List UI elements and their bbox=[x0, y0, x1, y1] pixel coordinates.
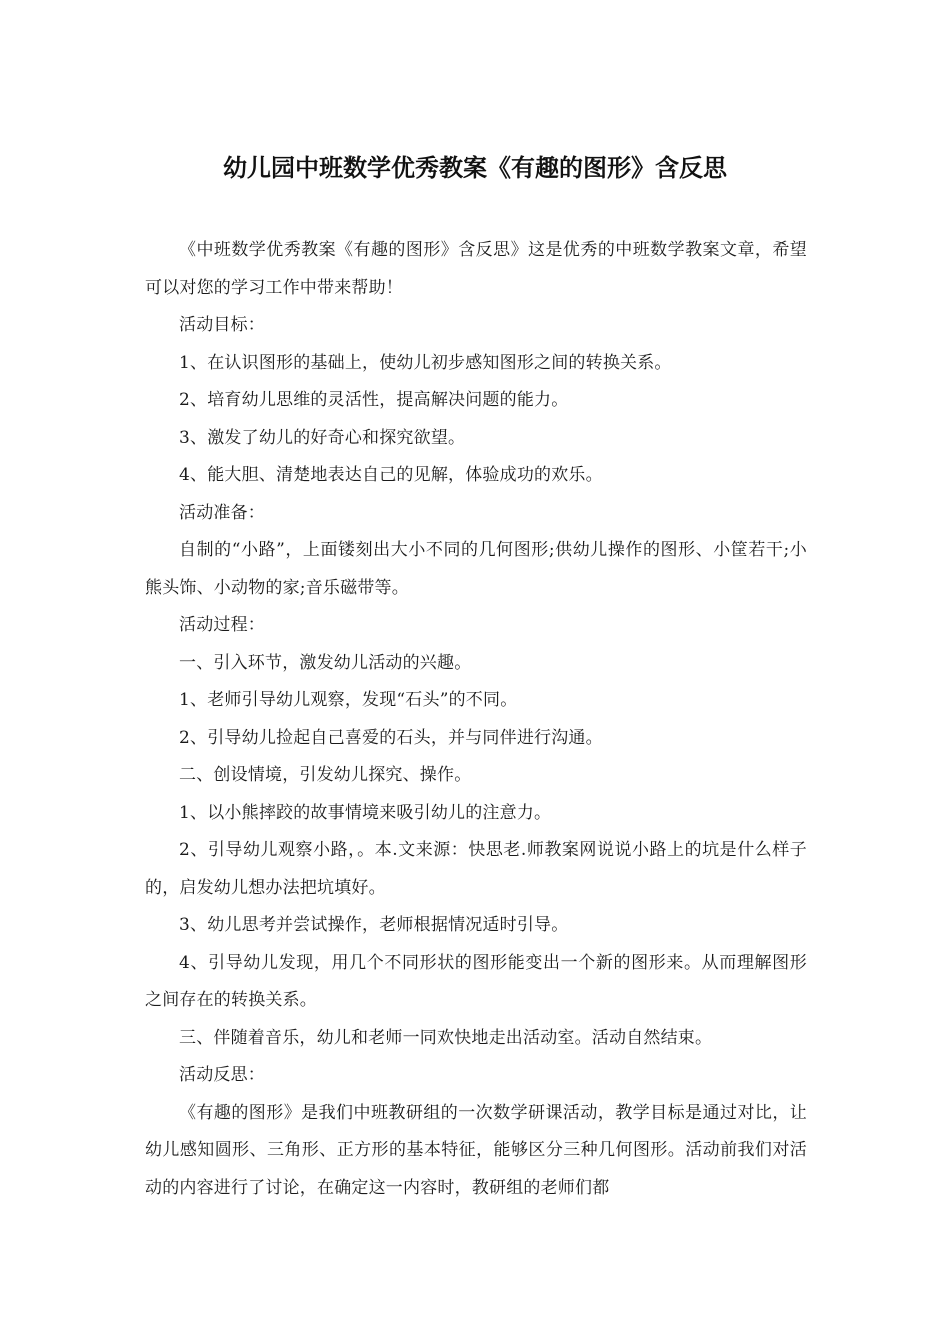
reflection-text: 《有趣的图形》是我们中班教研组的一次数学研课活动，教学目标是通过对比，让幼儿感知圆形、三角形、正方形的基本特征，能够区分三种几何图形。活动前我们对活动的内容进行了讨论，在确定这一内容时，教研组的老师们都 bbox=[145, 1102, 807, 1198]
heading-process: 活动过程： bbox=[179, 615, 265, 635]
heading-objectives: 活动目标： bbox=[179, 315, 265, 335]
document-body bbox=[145, 232, 807, 1207]
objective-item-2: 2、培育幼儿思维的灵活性，提高解决问题的能力。 bbox=[179, 390, 569, 410]
process-step: 3、幼儿思考并尝试操作，老师根据情况适时引导。 bbox=[179, 915, 569, 935]
objective-item-3: 3、激发了幼儿的好奇心和探究欲望。 bbox=[179, 427, 466, 448]
process-section-2: 二、创设情境，引发幼儿探究、操作。 bbox=[179, 765, 472, 785]
heading-preparation: 活动准备： bbox=[179, 502, 265, 523]
process-step: 1、老师引导幼儿观察，发现“石头”的不同。 bbox=[179, 690, 518, 710]
process-step: 1、以小熊摔跤的故事情境来吸引幼儿的注意力。 bbox=[179, 802, 552, 823]
document-title: 幼儿园中班数学优秀教案《有趣的图形》含反思 bbox=[223, 154, 727, 182]
paragraph-intro: 《中班数学优秀教案《有趣的图形》含反思》这是优秀的中班数学教案文章，希望可以对您的学习工作中带来帮助！ bbox=[145, 240, 807, 298]
objective-item-4: 4、能大胆、清楚地表达自己的见解，体验成功的欢乐。 bbox=[179, 465, 603, 485]
process-step: 2、引导幼儿观察小路，。本.文来源：快思老.师教案网说说小路上的坑是什么样子的，启发幼儿想办法把坑填好。 bbox=[145, 840, 807, 898]
process-section-3: 三、伴随着音乐，幼儿和老师一同欢快地走出活动室。活动自然结束。 bbox=[179, 1027, 713, 1048]
heading-reflection: 活动反思： bbox=[179, 1065, 265, 1085]
preparation-text: 自制的“小路”，上面镂刻出大小不同的几何图形;供幼儿操作的图形、小筐若干;小熊头饰、小动物的家;音乐磁带等。 bbox=[145, 540, 807, 598]
objective-item-1: 1、在认识图形的基础上，使幼儿初步感知图形之间的转换关系。 bbox=[179, 352, 672, 373]
process-step: 2、引导幼儿捡起自己喜爱的石头，并与同伴进行沟通。 bbox=[179, 727, 603, 748]
process-step: 4、引导幼儿发现，用几个不同形状的图形能变出一个新的图形来。从而理解图形之间存在的转换关系。 bbox=[145, 952, 807, 1010]
process-section-1: 一、引入环节，激发幼儿活动的兴趣。 bbox=[179, 652, 472, 673]
